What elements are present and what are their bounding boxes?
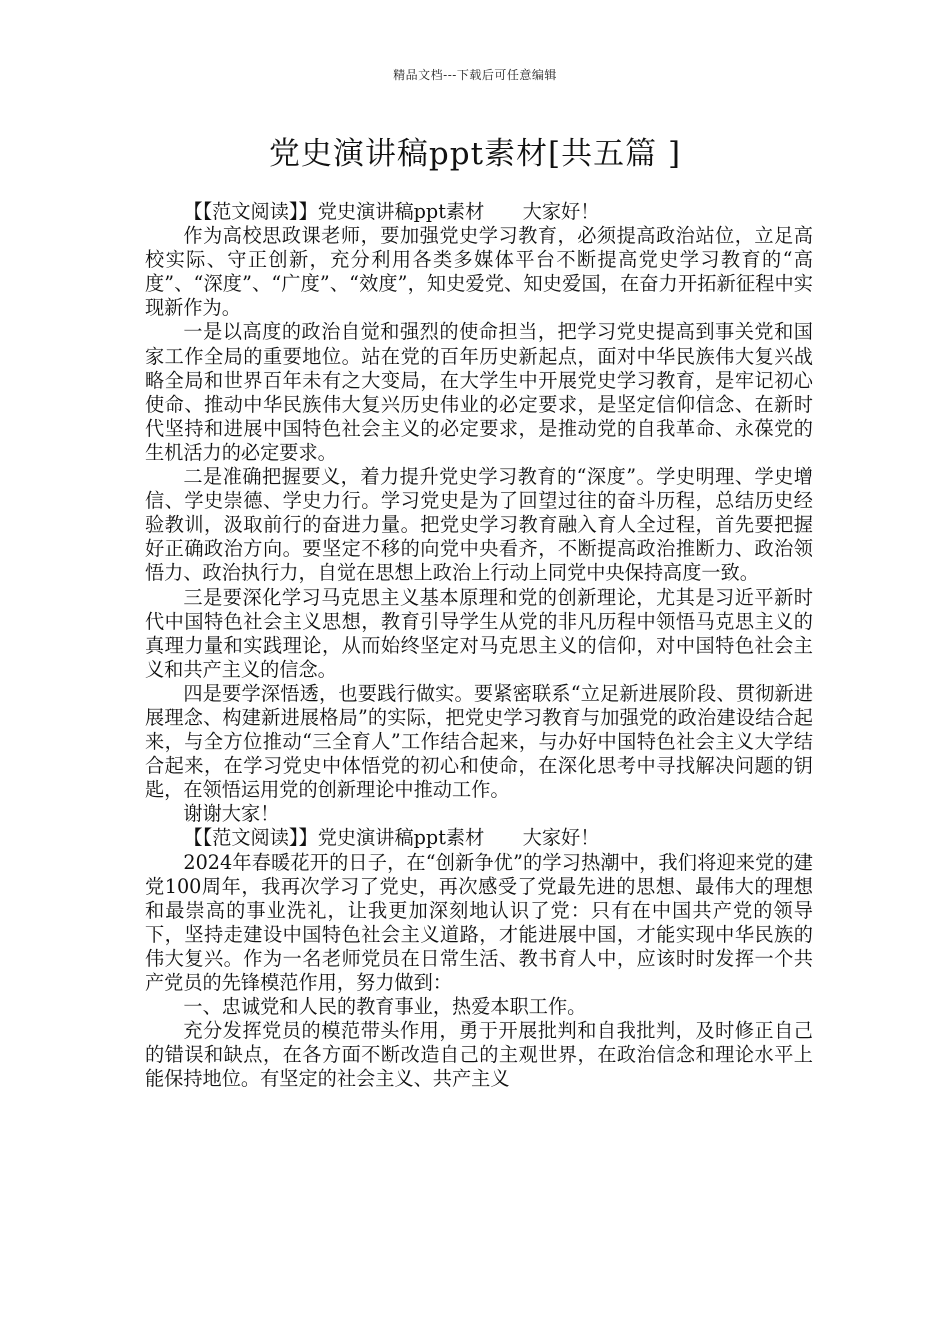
- paragraph: 谢谢大家！: [183, 802, 280, 826]
- paragraph: 一、忠诚党和人民的教育事业，热爱本职工作。: [183, 995, 587, 1019]
- paragraph: 作为高校思政课老师，要加强党史学习教育，必须提高政治站位，立足高校实际、守正创新，充分利用各类多媒体平台不断提高党史学习教育的“高度”、“深度”、“广度”、“效度”，知史爱党、知史爱国，在奋力开拓新征程中实现新作为。: [145, 224, 813, 320]
- page-header: 精品文档---下载后可任意编辑: [393, 68, 557, 82]
- paragraph: 2024年春暖花开的日子，在“创新争优”的学习热潮中，我们将迎来党的建党100周年，我再次学习了党史，再次感受了党最先进的思想、最伟大的理想和最崇高的事业洗礼，让我更加深刻地认识了党：只有在中国共产党的领导下，坚持走建设中国特色社会主义道路，才能进展中国，才能实现中华民族的伟大复兴。作为一名老师党员在日常生活、教书育人中，应该时时发挥一个共产党员的先锋模范作用，努力做到：: [145, 850, 813, 994]
- paragraph: 【【范文阅读】】党史演讲稿ppt素材 大家好！: [183, 826, 600, 850]
- document-body: [145, 200, 813, 1091]
- paragraph: 【【范文阅读】】党史演讲稿ppt素材 大家好！: [183, 200, 600, 223]
- paragraph: 三是要深化学习马克思主义基本原理和党的创新理论，尤其是习近平新时代中国特色社会主义思想，教育引导学生从党的非凡历程中领悟马克思主义的真理力量和实践理论，从而始终坚定对马克思主义的信仰，对中国特色社会主义和共产主义的信念。: [145, 585, 813, 681]
- document-title: 党史演讲稿ppt素材[共五篇 ]: [268, 136, 682, 172]
- paragraph: 充分发挥党员的模范带头作用，勇于开展批判和自我批判，及时修正自己的错误和缺点，在各方面不断改造自己的主观世界，在政治信念和理论水平上能保持地位。有坚定的社会主义、共产主义: [145, 1019, 813, 1091]
- paragraph: 一是以高度的政治自觉和强烈的使命担当，把学习党史提高到事关党和国家工作全局的重要地位。站在党的百年历史新起点，面对中华民族伟大复兴战略全局和世界百年未有之大变局，在大学生中开展党史学习教育，是牢记初心使命、推动中华民族伟大复兴历史伟业的必定要求，是坚定信仰信念、在新时代坚持和进展中国特色社会主义的必定要求，是推动党的自我革命、永葆党的生机活力的必定要求。: [145, 320, 813, 464]
- paragraph: 四是要学深悟透，也要践行做实。要紧密联系“立足新进展阶段、贯彻新进展理念、构建新进展格局”的实际，把党史学习教育与加强党的政治建设结合起来，与全方位推动“三全育人”工作结合起来，与办好中国特色社会主义大学结合起来，在学习党史中体悟党的初心和使命，在深化思考中寻找解决问题的钥匙，在领悟运用党的创新理论中推动工作。: [145, 681, 813, 802]
- paragraph: 二是准确把握要义，着力提升党史学习教育的“深度”。学史明理、学史增信、学史崇德、学史力行。学习党史是为了回望过往的奋斗历程，总结历史经验教训，汲取前行的奋进力量。把党史学习教育融入育人全过程，首先要把握好正确政治方向。要坚定不移的向党中央看齐，不断提高政治推断力、政治领悟力、政治执行力，自觉在思想上政治上行动上同党中央保持高度一致。: [145, 465, 813, 585]
